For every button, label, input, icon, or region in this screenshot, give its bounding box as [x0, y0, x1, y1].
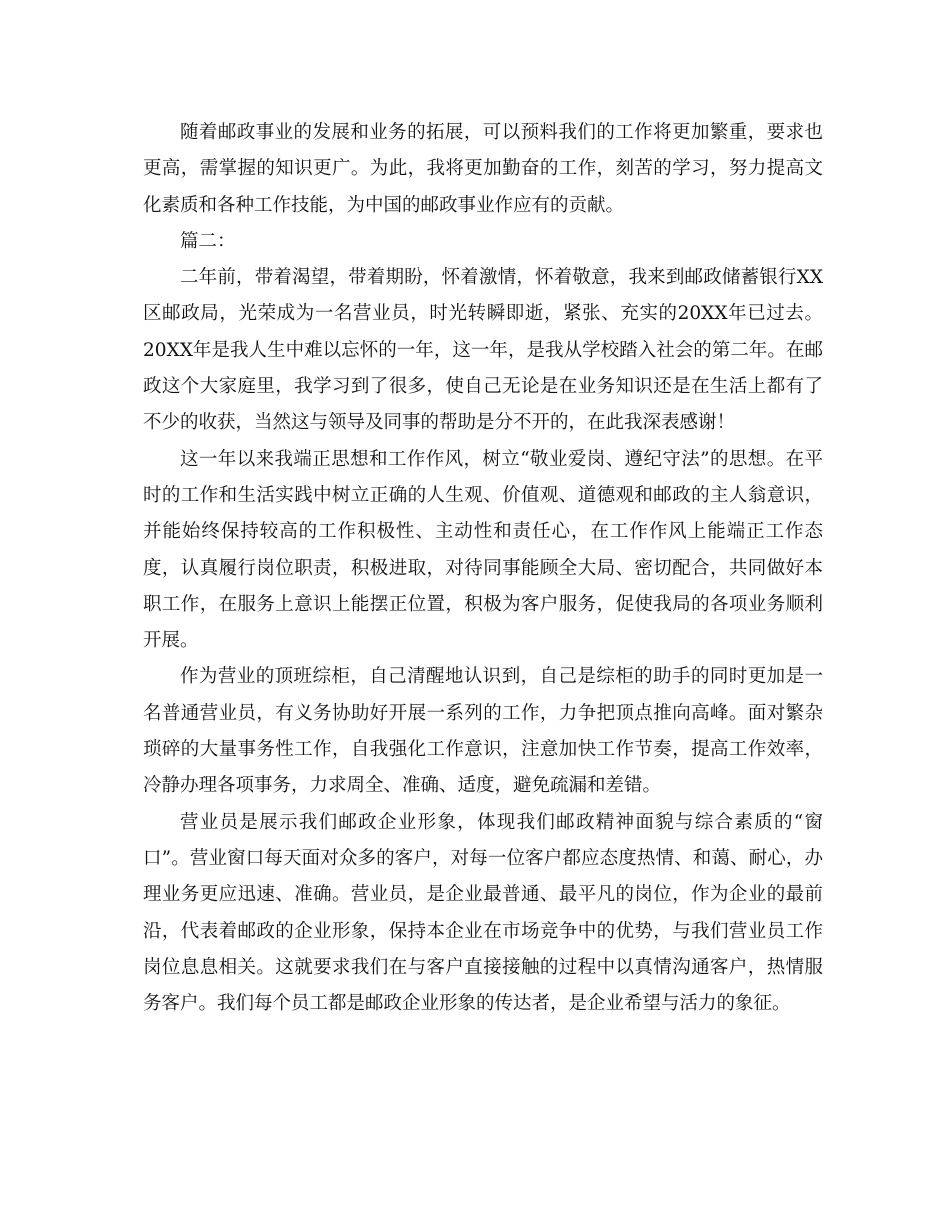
document-body [143, 115, 823, 1022]
paragraph-work-attitude: 这一年以来我端正思想和工作作风，树立“敬业爱岗、遵纪守法”的思想。在平时的工作和生活实践中树立正确的人生观、价值观、道德观和邮政的主人翁意识，并能始终保持较高的工作积极性、主动性和责任心，在工作作风上能端正工作态度，认真履行岗位职责，积极进取，对待同事能顾全大局、密切配合，共同做好本职工作，在服务上意识上能摆正位置，积极为客户服务，促使我局的各项业务顺利开展。 [143, 448, 823, 652]
paragraph-counter-role: 作为营业的顶班综柜，自己清醒地认识到，自己是综柜的助手的同时更加是一名普通营业员，有义务协助好开展一系列的工作，力争把顶点推向高峰。面对繁杂琐碎的大量事务性工作，自我强化工作意识，注意加快工作节奏，提高工作效率，冷静办理各项事务，力求周全、准确、适度，避免疏漏和差错。 [143, 666, 823, 797]
section-heading-part-two: 篇二： [180, 230, 236, 252]
paragraph-two-years-ago: 二年前，带着渴望，带着期盼，怀着激情，怀着敬意，我来到邮政储蓄银行XX区邮政局，光荣成为一名营业员，时光转瞬即逝，紧张、充实的20XX年已过去。20XX年是我人生中难以忘怀的一年，这一年，是我从学校踏入社会的第二年。在邮政这个大家庭里，我学习到了很多，使自己无论是在业务知识还是在生活上都有了不少的收获，当然这与领导及同事的帮助是分不开的，在此我深表感谢！ [143, 267, 823, 434]
paragraph-service-window: 营业员是展示我们邮政企业形象，体现我们邮政精神面貌与综合素质的“窗口”。营业窗口每天面对众多的客户，对每一位客户都应态度热情、和蔼、耐心，办理业务更应迅速、准确。营业员，是企业最普通、最平凡的岗位，作为企业的最前沿，代表着邮政的企业形象，保持本企业在市场竞争中的优势，与我们营业员工作岗位息息相关。这就要求我们在与客户直接接触的过程中以真情沟通客户，热情服务客户。我们每个员工都是邮政企业形象的传达者，是企业希望与活力的象征。 [143, 811, 823, 1015]
paragraph-postal-outlook: 随着邮政事业的发展和业务的拓展，可以预料我们的工作将更加繁重，要求也更高，需掌握的知识更广。为此，我将更加勤奋的工作，刻苦的学习，努力提高文化素质和各种工作技能，为中国的邮政事业作应有的贡献。 [143, 122, 823, 216]
